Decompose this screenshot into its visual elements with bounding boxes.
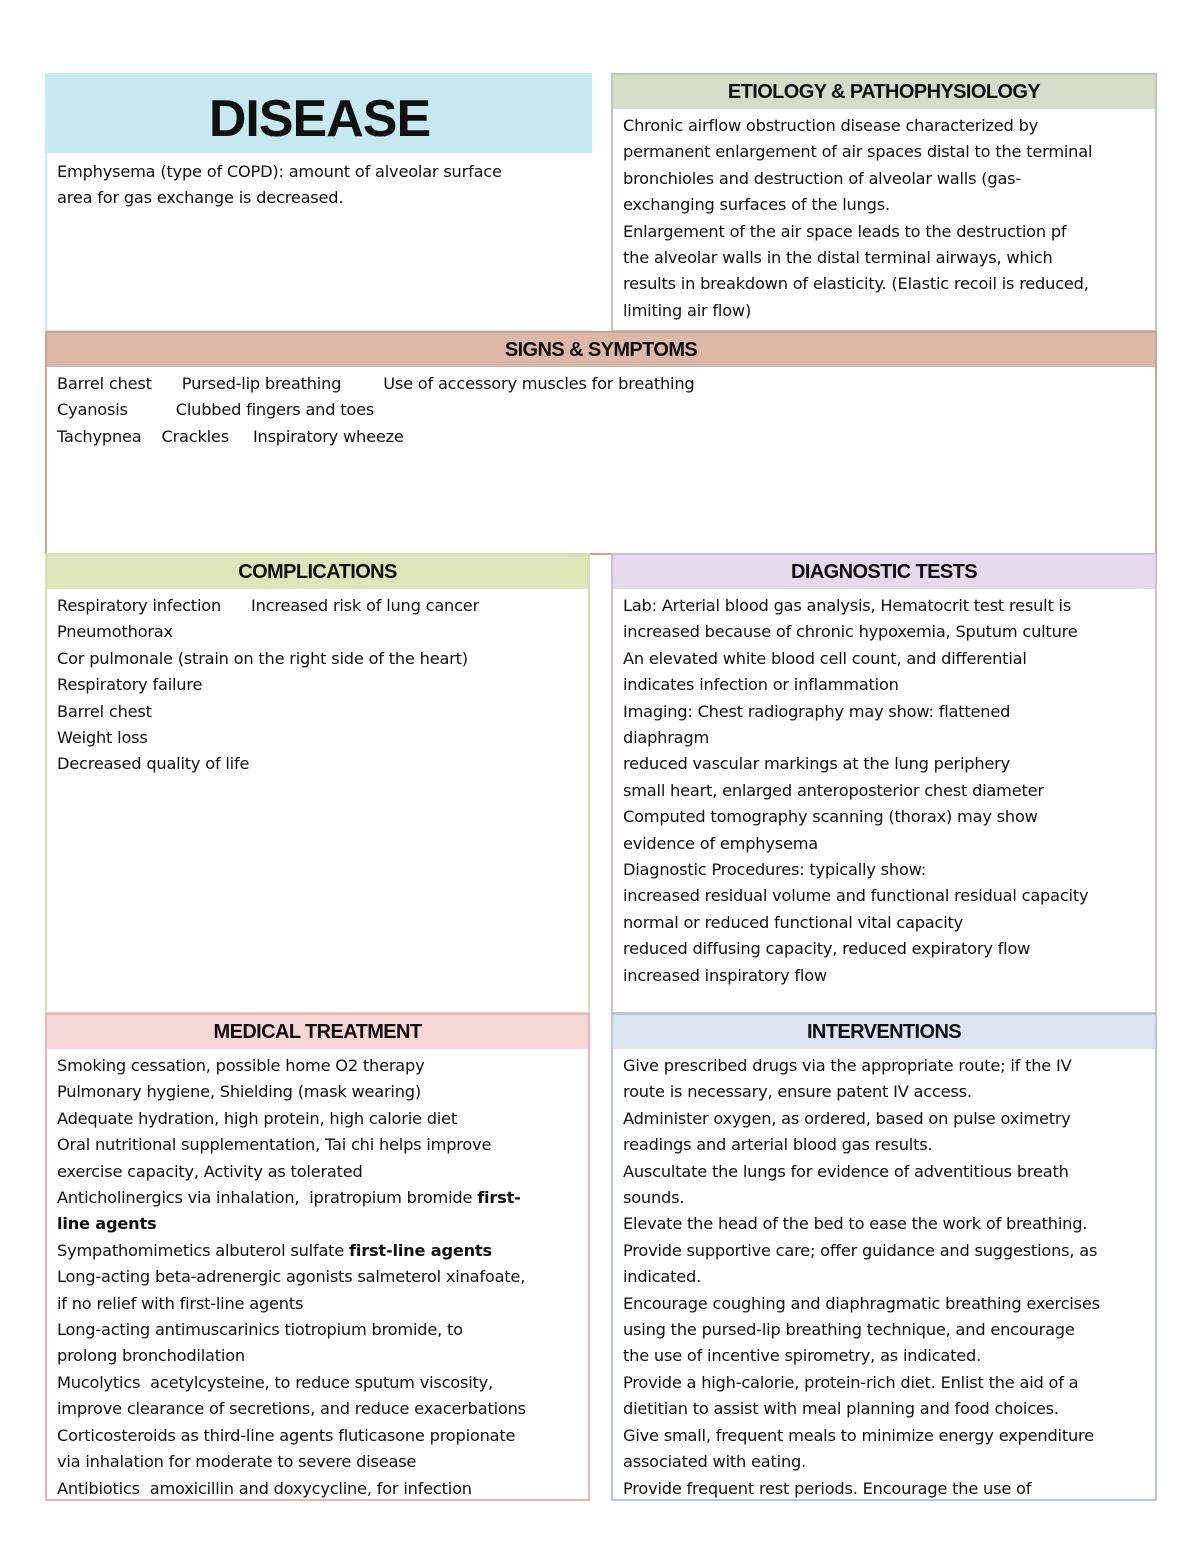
text-segment: Sympathomimetics albuterol sulfate <box>57 1240 350 1260</box>
medical-treatment-section <box>45 1013 590 1501</box>
complications-body <box>47 589 588 778</box>
symptom-item: Clubbed fingers and toes <box>175 400 375 420</box>
complication-row <box>57 593 578 619</box>
diagnostic-tests-body <box>613 589 1155 989</box>
text-line: Smoking cessation, possible home O2 therapy <box>57 1056 425 1075</box>
text-line: Oral nutritional supplementation, Tai chi helps improve <box>57 1135 492 1155</box>
text-line: bronchioles and destruction of alveolar walls (gas- <box>623 168 1022 188</box>
symptom-item: Inspiratory wheeze <box>252 426 404 446</box>
text-line: permanent enlargement of air spaces distal to the terminal <box>623 142 1093 162</box>
complication-item: Increased risk of lung cancer <box>251 596 480 615</box>
text-line: Give small, frequent meals to minimize energy expenditure <box>623 1425 1094 1445</box>
emphasis-text: first-line agents <box>349 1240 492 1260</box>
text-line: the alveolar walls in the distal terminal airways, which <box>623 248 1053 268</box>
complication-item: Respiratory infection <box>57 596 222 615</box>
symptom-item: Cyanosis <box>57 400 128 420</box>
symptom-row <box>57 397 1145 423</box>
diagnostic-tests-header: DIAGNOSTIC TESTS <box>613 555 1155 589</box>
text-line: increased inspiratory flow <box>623 965 827 985</box>
text-line: sounds. <box>623 1188 685 1208</box>
text-line: increased residual volume and functional residual capacity <box>623 886 1089 906</box>
complication-item: Decreased quality of life <box>57 754 250 774</box>
text-line: Emphysema (type of COPD): amount of alveolar surface <box>57 162 502 181</box>
signs-symptoms-header: SIGNS & SYMPTOMS <box>47 333 1155 367</box>
emphasis-text: first- <box>477 1188 521 1208</box>
text-line: Provide frequent rest periods. Encourage the use of <box>623 1478 1032 1498</box>
text-line: Chronic airflow obstruction disease characterized by <box>623 116 1039 135</box>
text-line: limiting air flow) <box>623 300 752 320</box>
text-line: evidence of emphysema <box>623 833 819 853</box>
text-line: small heart, enlarged anteroposterior chest diameter <box>623 780 1044 800</box>
text-line: reduced diffusing capacity, reduced expiratory flow <box>623 939 1031 959</box>
text-line: diaphragm <box>623 728 710 748</box>
symptom-item: Crackles <box>161 426 229 446</box>
complication-item: Respiratory failure <box>57 675 203 695</box>
text-line: Diagnostic Procedures: typically show: <box>623 860 927 880</box>
text-line: Encourage coughing and diaphragmatic breathing exercises <box>623 1293 1100 1313</box>
text-line: results in breakdown of elasticity. (Elastic recoil is reduced, <box>623 274 1089 294</box>
symptom-row <box>57 424 1145 450</box>
symptom-item: Barrel chest <box>57 374 152 393</box>
text-line: the use of incentive spirometry, as indicated. <box>623 1346 982 1366</box>
text-line: Adequate hydration, high protein, high calorie diet <box>57 1108 457 1128</box>
complication-item: Barrel chest <box>57 701 152 721</box>
complication-item: Weight loss <box>57 728 148 748</box>
text-line <box>57 1238 578 1264</box>
symptom-item: Use of accessory muscles for breathing <box>383 374 695 393</box>
text-line: Computed tomography scanning (thorax) may show <box>623 807 1038 827</box>
disease-title: DISEASE <box>47 75 592 153</box>
text-line: reduced vascular markings at the lung periphery <box>623 754 1010 774</box>
medical-treatment-body <box>47 1049 588 1501</box>
text-line: Give prescribed drugs via the appropriate route; if the IV <box>623 1056 1072 1075</box>
text-line: area for gas exchange is decreased. <box>57 188 344 208</box>
symptom-item: Tachypnea <box>57 426 142 446</box>
signs-symptoms-section <box>45 331 1157 555</box>
text-line: Enlargement of the air space leads to the destruction pf <box>623 221 1067 241</box>
text-line: readings and arterial blood gas results. <box>623 1135 933 1155</box>
text-line: indicated. <box>623 1267 702 1287</box>
interventions-body <box>613 1049 1155 1501</box>
text-line: if no relief with first-line agents <box>57 1293 304 1313</box>
text-line: Provide supportive care; offer guidance and suggestions, as <box>623 1240 1098 1260</box>
disease-body <box>47 153 592 212</box>
medical-treatment-header: MEDICAL TREATMENT <box>47 1015 588 1049</box>
text-line: indicates infection or inflammation <box>623 675 899 695</box>
complication-item: Pneumothorax <box>57 622 173 642</box>
text-line: Long-acting antimuscarinics tiotropium bromide, to <box>57 1320 463 1340</box>
text-line: Long-acting beta-adrenergic agonists salmeterol xinafoate, <box>57 1267 526 1287</box>
text-line: An elevated white blood cell count, and differential <box>623 648 1027 668</box>
text-line: Administer oxygen, as ordered, based on pulse oximetry <box>623 1108 1071 1128</box>
text-line: normal or reduced functional vital capacity <box>623 912 964 932</box>
text-line: exchanging surfaces of the lungs. <box>623 195 890 215</box>
text-line: exercise capacity, Activity as tolerated <box>57 1161 363 1181</box>
complications-header: COMPLICATIONS <box>47 555 588 589</box>
text-line: Elevate the head of the bed to ease the work of breathing. <box>623 1214 1088 1234</box>
text-line: Auscultate the lungs for evidence of adventitious breath <box>623 1161 1069 1181</box>
text-line: route is necessary, ensure patent IV access. <box>623 1082 972 1102</box>
text-line: via inhalation for moderate to severe disease <box>57 1452 417 1472</box>
diagnostic-tests-section <box>611 553 1157 1014</box>
text-line: Pulmonary hygiene, Shielding (mask wearing) <box>57 1082 421 1102</box>
signs-symptoms-body <box>47 367 1155 450</box>
text-line: Imaging: Chest radiography may show: flattened <box>623 701 1011 721</box>
text-line: improve clearance of secretions, and reduce exacerbations <box>57 1399 526 1419</box>
disease-section <box>45 73 592 332</box>
etiology-header: ETIOLOGY & PATHOPHYSIOLOGY <box>613 75 1155 109</box>
text-line: increased because of chronic hypoxemia, Sputum culture <box>623 622 1078 642</box>
complication-item: Cor pulmonale (strain on the right side of the heart) <box>57 648 468 668</box>
text-line: Corticosteroids as third-line agents fluticasone propionate <box>57 1425 516 1445</box>
symptom-row <box>57 371 1145 397</box>
text-line: Lab: Arterial blood gas analysis, Hematocrit test result is <box>623 596 1072 615</box>
text-line: Mucolytics acetylcysteine, to reduce sputum viscosity, <box>57 1372 494 1392</box>
text-segment: Anticholinergics via inhalation, ipratropium bromide <box>57 1188 478 1208</box>
emphasis-text: line agents <box>57 1214 157 1234</box>
text-line <box>57 1185 578 1211</box>
text-line: Antibiotics amoxicillin and doxycycline, for infection <box>57 1478 472 1498</box>
text-line: Provide a high-calorie, protein-rich diet. Enlist the aid of a <box>623 1372 1079 1392</box>
text-line: associated with eating. <box>623 1452 807 1472</box>
text-line: prolong bronchodilation <box>57 1346 245 1366</box>
symptom-item: Pursed-lip breathing <box>181 374 342 393</box>
complications-section <box>45 553 590 1014</box>
etiology-section <box>611 73 1157 332</box>
text-line: dietitian to assist with meal planning and food choices. <box>623 1399 1059 1419</box>
interventions-header: INTERVENTIONS <box>613 1015 1155 1049</box>
etiology-body <box>613 109 1155 324</box>
text-line: using the pursed-lip breathing technique, and encourage <box>623 1320 1075 1340</box>
interventions-section <box>611 1013 1157 1501</box>
